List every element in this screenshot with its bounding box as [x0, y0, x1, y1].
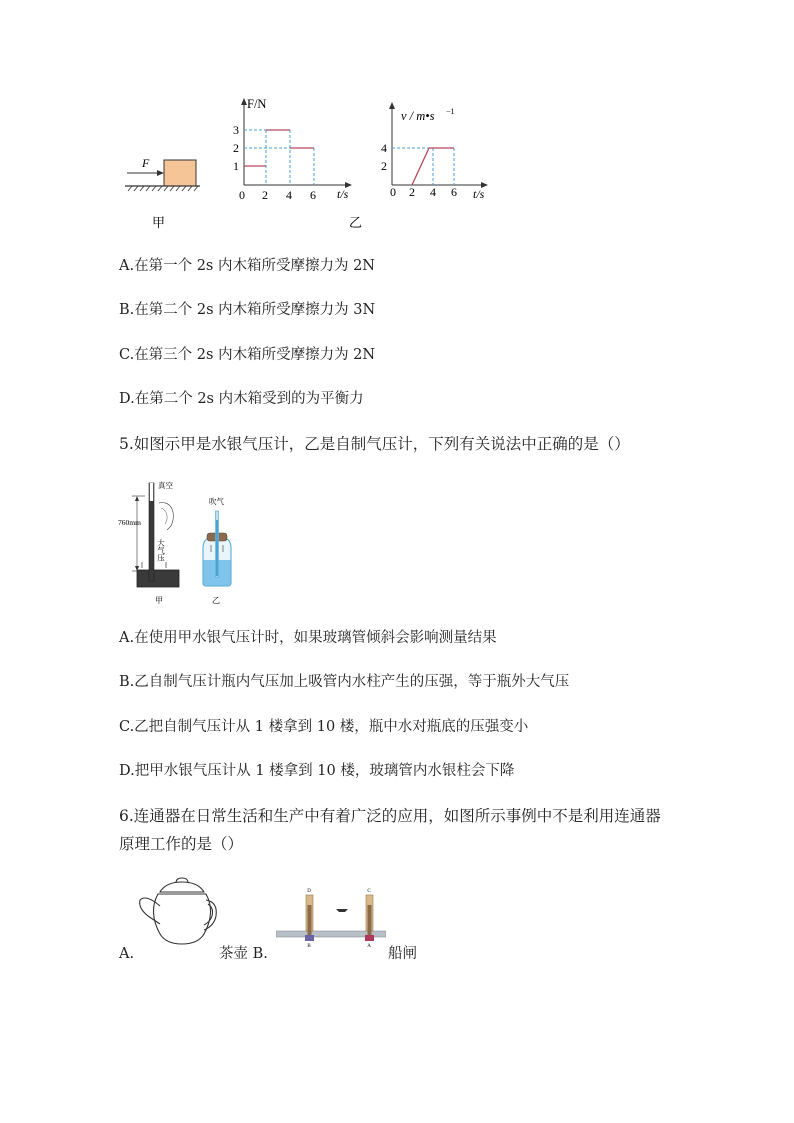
v-axis-label: v / m•s: [401, 109, 435, 123]
block-diagram: [125, 156, 200, 230]
f-t-label: t/s: [337, 187, 349, 201]
v-xtick-2: 2: [409, 185, 415, 199]
v-axis-exponent: −1: [446, 107, 455, 116]
figure-force-velocity: [115, 90, 505, 240]
v-xtick-6: 6: [451, 185, 457, 199]
vacuum-space: [150, 483, 153, 501]
q5-option-d: D.把甲水银气压计从 1 楼拿到 10 楼，玻璃管内水银柱会下降: [119, 763, 515, 779]
height-label: 760mm: [118, 518, 141, 527]
atm-label: 大气压: [156, 539, 166, 562]
q6-stem-line2: 原理工作的是（）: [119, 835, 244, 853]
label-yi: 乙: [349, 215, 363, 230]
q5-option-b: B.乙自制气压计瓶内气压加上吸管内水柱产生的压强，等于瓶外大气压: [119, 674, 570, 690]
q4-option-a: A.在第一个 2s 内木箱所受摩擦力为 2N: [119, 258, 375, 274]
baro-yi-label: 乙: [212, 596, 220, 605]
velocity-time-graph: [381, 102, 488, 201]
q5-option-a: A.在使用甲水银气压计时，如果玻璃管倾斜会影响测量结果: [119, 630, 497, 646]
f-axis-label: F/N: [247, 97, 267, 111]
f-xtick-0: 0: [239, 188, 245, 202]
ship-lock-image: [276, 883, 386, 953]
wooden-box: [164, 160, 196, 186]
figure-barometers: [115, 478, 245, 608]
f-tick-1: 1: [233, 159, 239, 173]
force-time-graph: [233, 97, 362, 230]
ship-lock-icon: [276, 889, 386, 949]
f-tick-3: 3: [233, 123, 239, 137]
teapot-icon: [140, 878, 217, 944]
force-arrow-head: [157, 170, 164, 176]
lock-label-a: A: [367, 944, 371, 949]
hand-outline: [159, 503, 173, 530]
f-guide-lines: [244, 130, 314, 185]
teapot-image: [136, 872, 220, 952]
v-t-label: t/s: [473, 187, 485, 201]
f-xtick-2: 2: [262, 188, 268, 202]
force-label: F: [142, 156, 150, 170]
f-xtick-4: 4: [286, 188, 292, 202]
ground-hatch: [128, 186, 198, 191]
baro-jia-label: 甲: [155, 596, 163, 605]
q4-option-b: B.在第二个 2s 内木箱所受摩擦力为 3N: [119, 302, 376, 318]
v-xtick-0: 0: [390, 185, 396, 199]
mercury-barometer: [118, 480, 179, 605]
vacuum-label: 真空: [158, 481, 173, 490]
v-tick-4: 4: [381, 141, 387, 155]
mercury-dish: [137, 570, 179, 587]
q5-stem: 5.如图示甲是水银气压计，乙是自制气压计，下列有关说法中正确的是（）: [119, 435, 630, 453]
f-xtick-6: 6: [310, 188, 316, 202]
right-valve: [365, 935, 374, 941]
lock-label-c: C: [367, 889, 371, 894]
q6-option-a-prefix: A.: [119, 946, 135, 962]
straw-water: [216, 520, 218, 576]
q4-option-c: C.在第三个 2s 内木箱所受摩擦力为 2N: [119, 347, 376, 363]
lock-label-d: D: [307, 889, 311, 894]
q6-option-a-text: 茶壶 B.: [219, 946, 268, 962]
blow-label: 吹气: [209, 497, 224, 506]
label-jia: 甲: [152, 215, 166, 230]
v-guide-lines: [392, 148, 454, 185]
q5-option-c: C.乙把自制气压计从 1 楼拿到 10 楼，瓶中水对瓶底的压强变小: [119, 719, 529, 735]
q6-option-b-text: 船闸: [388, 946, 417, 962]
f-tick-2: 2: [233, 141, 239, 155]
v-tick-2: 2: [381, 159, 387, 173]
left-valve: [305, 935, 314, 941]
v-xtick-4: 4: [430, 185, 436, 199]
lock-label-b: B: [307, 944, 311, 949]
q6-stem-line1: 6.连通器在日常生活和生产中有着广泛的应用，如图所示事例中不是利用连通器: [119, 807, 661, 825]
q4-option-d: D.在第二个 2s 内木箱受到的为平衡力: [119, 391, 364, 407]
homemade-barometer: [203, 496, 231, 605]
v-y-arrow: [389, 102, 395, 109]
boat-icon: [336, 909, 348, 912]
